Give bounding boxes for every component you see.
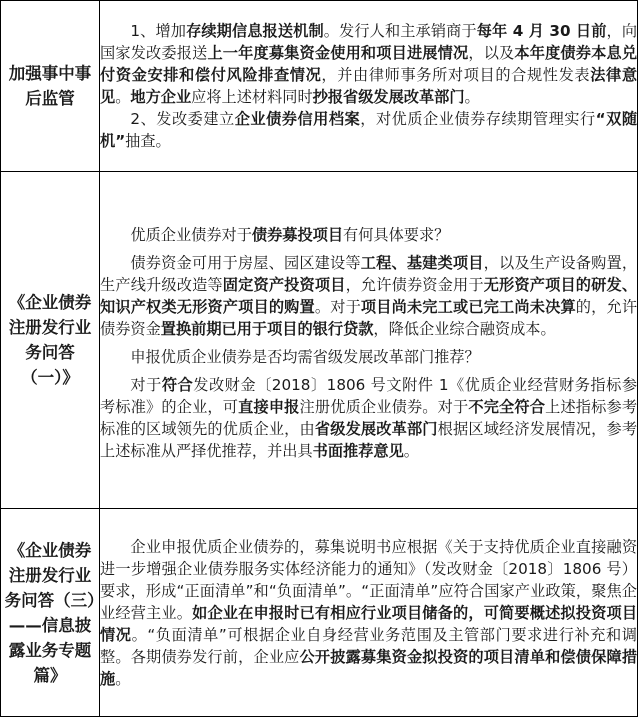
text-run: 对于: [130, 376, 162, 394]
row-content: [100, 172, 638, 509]
bold-text: 不完全符合: [468, 398, 546, 416]
text-run: ，向国家发改委报送: [100, 22, 638, 62]
bold-text: 省级发展改革部门: [314, 420, 438, 438]
bold-text: 存续期信息报送机制: [186, 22, 324, 40]
bold-text: 工程、基建类项目: [360, 254, 484, 272]
text-run: 债券资金可用于房屋、园区建设等: [130, 254, 361, 272]
bold-text: 固定资产投资项目: [222, 276, 346, 294]
text-run: ，并由律师事务所对项目的合规性发表: [321, 66, 591, 84]
text-run: ，对优质企业债券存续期管理实行: [360, 110, 596, 128]
text-run: 优质企业债券对于: [130, 226, 252, 244]
text-run: 2、发改委建立: [130, 110, 235, 128]
paragraph: [100, 108, 637, 152]
bold-text: 企业债券信用档案: [234, 110, 361, 128]
paragraph: [100, 252, 637, 340]
paragraph: [100, 374, 637, 462]
text-run: 的，允许债券资金: [100, 298, 638, 338]
text-run: ，以及生产设备购置，生产线升级改造等: [100, 254, 638, 294]
row-content: [100, 1, 638, 172]
bold-text: 上一年度募集资金使用和项目进展情况: [207, 44, 469, 62]
bold-text: 本年度债券本息兑付资金安排和偿付风险排查情况: [100, 44, 638, 84]
bold-text: 法律意见: [100, 66, 637, 106]
paragraph: [100, 536, 637, 690]
row-content: [100, 509, 638, 717]
row-label: 加强事中事后监管: [1, 1, 100, 172]
bold-text: 项目尚未完工或已完工尚未决算: [360, 298, 576, 316]
question: [100, 224, 637, 246]
text-run: 抽查。: [125, 132, 171, 150]
bold-text: 置换前期已用于项目的银行贷款: [160, 320, 374, 338]
question: [100, 346, 637, 368]
bold-text: 每年 4 月 30 日前: [476, 22, 607, 40]
bold-text: “双随机”: [100, 110, 638, 150]
bold-text: 如企业在申报时已有相应行业项目储备的，可简要概述拟投资项目情况: [100, 603, 638, 644]
table-row: [1, 509, 638, 717]
row-label: 《企业债券注册发行业务问答（一）》: [1, 172, 100, 509]
bold-text: 无形资产项目的研发、知识产权类无形资产项目的购置: [100, 276, 638, 316]
row-label: 《企业债券注册发行业务问答（三）——信息披露业务专题篇》: [1, 509, 100, 717]
text-run: 有何具体要求？: [343, 226, 450, 244]
text-run: 。“负面清单”可根据企业自身经营业务范围及主管部门要求进行补充和调整。各期债券发行前，企业应: [100, 625, 637, 666]
text-run: ，允许债券资金用于: [345, 276, 484, 294]
text-run: 。: [403, 442, 419, 460]
text-run: 发改财金〔2018〕1806 号文附件 1《优质企业经营财务指标参考标准》的企业，可: [100, 376, 638, 416]
text-run: 。对于: [314, 298, 361, 316]
table-row: [1, 172, 638, 509]
text-run: 上述指标参考标准的区域领先的优质企业，由: [100, 398, 638, 438]
text-run: 注册优质企业债券。对于: [299, 398, 469, 416]
text-run: 。: [115, 669, 131, 688]
text-run: 1、增加: [130, 22, 187, 40]
bold-text: 公开披露募集资金拟投资的项目清单和偿债保障措施: [100, 647, 638, 688]
text-run: 企业申报优质企业债券的，募集说明书应根据《关于支持优质企业直接融资 进一步增强企业债券服务实体经济能力的通知》（发改财金〔2018〕1806 号）要求，形成“正面清单”和“负面清单”。“正面清单”应符合国家产业政策，聚焦企业经营主业。: [100, 537, 637, 622]
text-run: ，以及: [468, 44, 515, 62]
bold-text: 地方企业: [130, 88, 192, 106]
paragraph: [100, 20, 637, 108]
bold-text: 抄报省级发展改革部门: [312, 88, 465, 106]
bold-text: 直接申报: [238, 398, 300, 416]
table-row: [1, 1, 638, 172]
bold-text: 书面推荐意见: [312, 442, 404, 460]
text-run: 。发行人和主承销商于: [323, 22, 477, 40]
bold-text: 符合: [161, 376, 194, 394]
text-run: 根据区域经济发展情况，参考上述标准从严择优推荐，并出具: [100, 420, 638, 460]
text-run: 。: [464, 88, 480, 106]
text-run: ，降低企业综合融资成本。: [373, 320, 556, 338]
text-run: 申报优质企业债券是否均需省级发展改革部门推荐？: [130, 348, 480, 366]
text-run: 应将上述材料同时: [191, 88, 313, 106]
text-run: 。: [115, 88, 131, 106]
bold-text: 债券募投项目: [251, 226, 344, 244]
